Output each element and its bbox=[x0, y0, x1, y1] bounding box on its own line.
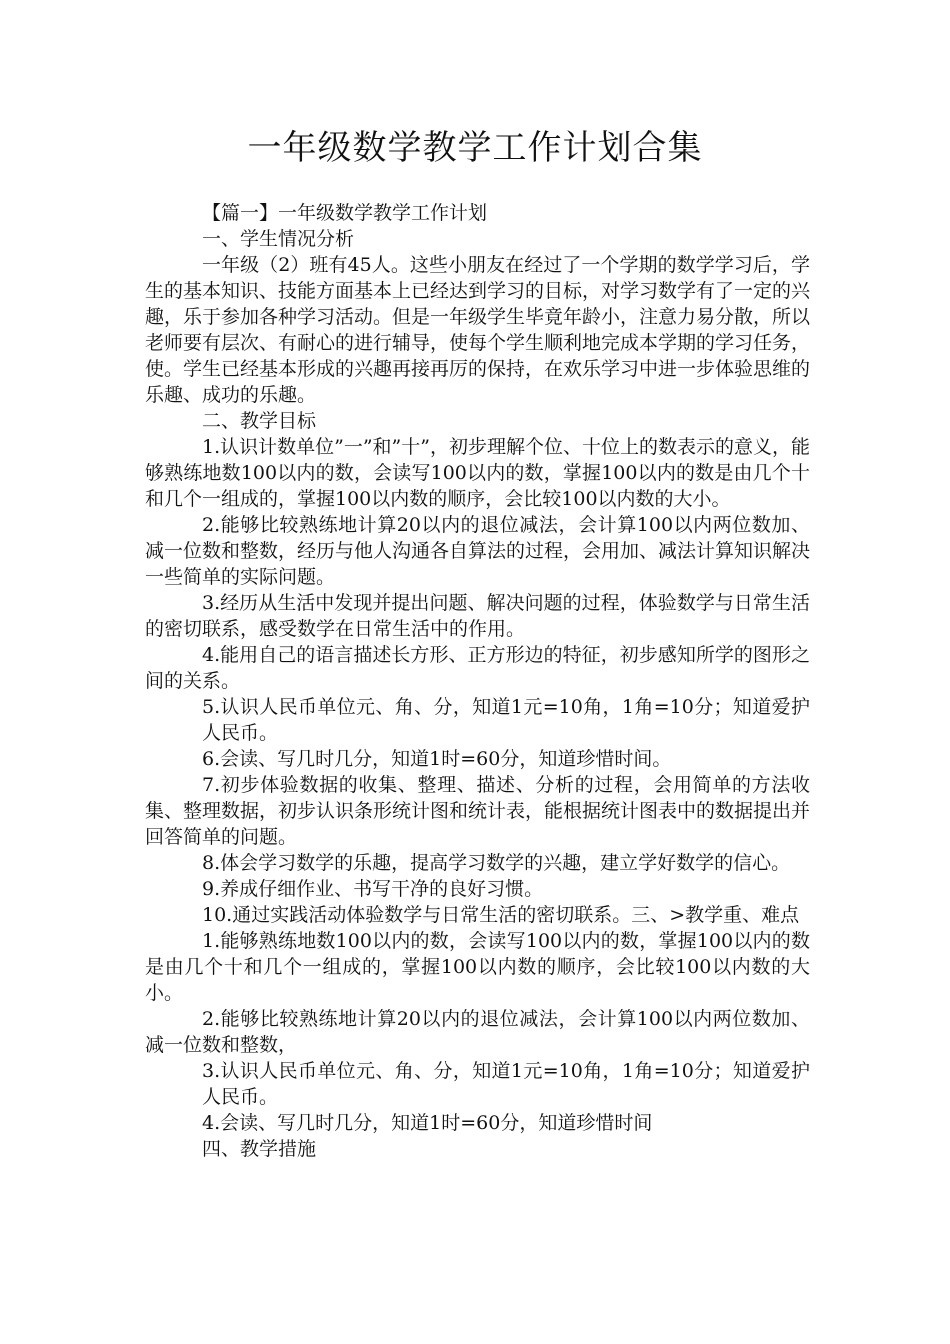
key-point-3: 3.认识人民币单位元、角、分，知道1元=10角，1角=10分；知道爱护人民币。 bbox=[202, 1060, 810, 1108]
goal-item-1: 1.认识计数单位”一”和”十”，初步理解个位、十位上的数表示的意义，能够熟练地数100以内的数，会读写100以内的数，掌握100以内的数是由几个十和几个一组成的，掌握100以内数的顺序，会比较100以内数的大小。 bbox=[145, 436, 810, 510]
document-body bbox=[145, 200, 810, 1162]
goal-item-7: 7.初步体验数据的收集、整理、描述、分析的过程，会用简单的方法收集、整理数据，初步认识条形统计图和统计表，能根据统计图表中的数据提出并回答简单的问题。 bbox=[145, 774, 811, 848]
subheading-teaching-goals: 二、教学目标 bbox=[202, 410, 317, 432]
goal-item-9: 9.养成仔细作业、书写干净的良好习惯。 bbox=[202, 878, 544, 900]
goal-item-2: 2.能够比较熟练地计算20以内的退位减法，会计算100以内两位数加、减一位数和整数，经历与他人沟通各自算法的过程，会用加、减法计算知识解决一些简单的实际问题。 bbox=[145, 514, 811, 588]
goal-item-10: 10.通过实践活动体验数学与日常生活的密切联系。三、>教学重、难点 bbox=[202, 904, 800, 926]
goal-item-8: 8.体会学习数学的乐趣，提高学习数学的兴趣，建立学好数学的信心。 bbox=[202, 852, 791, 874]
key-point-1: 1.能够熟练地数100以内的数，会读写100以内的数，掌握100以内的数是由几个十和几个一组成的，掌握100以内数的顺序，会比较100以内数的大小。 bbox=[145, 930, 810, 1004]
subheading-student-analysis: 一、学生情况分析 bbox=[202, 228, 355, 250]
section-heading: 【篇一】一年级数学教学工作计划 bbox=[202, 202, 488, 224]
goal-item-3: 3.经历从生活中发现并提出问题、解决问题的过程，体验数学与日常生活的密切联系，感受数学在日常生活中的作用。 bbox=[145, 592, 810, 640]
paragraph-student-analysis: 一年级（2）班有45人。这些小朋友在经过了一个学期的数学学习后，学生的基本知识、技能方面基本上已经达到学习的目标，对学习数学有了一定的兴趣，乐于参加各种学习活动。但是一年级学生毕竟年龄小，注意力易分散，所以老师要有层次、有耐心的进行辅导，使每个学生顺利地完成本学期的学习任务，使。学生已经基本形成的兴趣再接再厉的保持，在欢乐学习中进一步体验思维的乐趣、成功的乐趣。 bbox=[145, 254, 811, 406]
subheading-teaching-measures: 四、教学措施 bbox=[202, 1138, 317, 1160]
key-point-2: 2.能够比较熟练地计算20以内的退位减法，会计算100以内两位数加、减一位数和整数， bbox=[145, 1008, 810, 1056]
key-point-4: 4.会读、写几时几分，知道1时=60分，知道珍惜时间 bbox=[202, 1112, 653, 1134]
goal-item-6: 6.会读、写几时几分，知道1时=60分，知道珍惜时间。 bbox=[202, 748, 672, 770]
goal-item-5: 5.认识人民币单位元、角、分，知道1元=10角，1角=10分；知道爱护人民币。 bbox=[202, 696, 810, 744]
goal-item-4: 4.能用自己的语言描述长方形、正方形边的特征，初步感知所学的图形之间的关系。 bbox=[145, 644, 810, 692]
document-title: 一年级数学教学工作计划合集 bbox=[247, 128, 703, 168]
